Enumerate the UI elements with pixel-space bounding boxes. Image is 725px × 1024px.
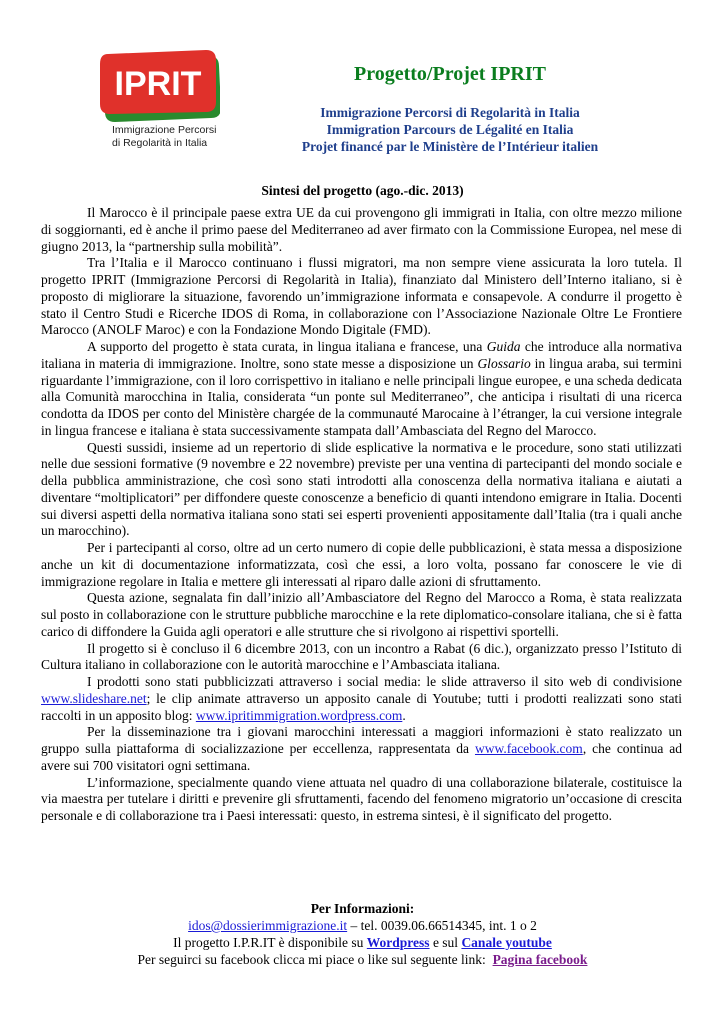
document-body <box>41 205 682 825</box>
iprit-logo-badge <box>98 48 220 122</box>
guida-term: Guida <box>486 339 521 354</box>
paragraph-3 <box>41 339 682 440</box>
phone-text: – tel. 0039.06.66514345, int. 1 o 2 <box>347 918 537 933</box>
paragraph-7: Il progetto si è concluso il 6 dicembre 2013, con un incontro a Rabat (6 dic.), organizzato presso l’Istituto di Cultura italiano in collaborazione con le autorità marocchine e l’Ambasciata italiana. <box>41 640 682 673</box>
subtitle-funding: Projet financé par le Ministère de l’Intérieur italien <box>301 139 599 154</box>
subtitle-italian: Immigrazione Percorsi di Regolarità in Italia <box>320 105 580 120</box>
logo-caption-line2: di Regolarità in Italia <box>112 137 208 149</box>
section-title: Sintesi del progetto (ago.-dic. 2013) <box>261 183 464 198</box>
iprit-logo <box>98 48 223 160</box>
paragraph-4: Questi sussidi, insieme ad un repertorio di slide esplicative la normativa e le procedure, sono stati utilizzati nelle due sessioni formative (9 novembre e 22 novembre) previste per una ventina di partecipanti del mondo sociale e della pubblica amministrazione, che così sono stati introdotti alla conoscenza della normativa italiana e aiutati a diventare “moltiplicatori” per diffondere queste conoscenze a beneficio di quanti intendono emigrare in Italia. Docenti sui diversi aspetti della normativa italiana sono stati sei esperti provenienti appositamente dall’Italia (tra i quali anche un marocchino). <box>41 439 682 539</box>
logo-caption <box>112 124 222 150</box>
slideshare-link[interactable]: www.slideshare.net <box>41 690 147 706</box>
footer-facebook-line <box>0 951 725 968</box>
paragraph-10: L’informazione, specialmente quando viene attuata nel quadro di una collaborazione bilaterale, costituisce la via maestra per tutelare i diritti e prevenire gli sfruttamenti, facendo del fenomeno migratorio un’occasione di crescita personale e di collaborazione tra i Paesi interessati: questo, in estrema sintesi, è il significato del progetto. <box>41 774 682 823</box>
availability-text-a: Il progetto I.P.R.IT è disponibile su <box>173 935 367 950</box>
paragraph-3-text-c: in lingua araba, sui termini riguardante l’immigrazione, con il loro corrispettivo in italiano e nelle principali lingue europee, e una scheda dedicata alla Comunità marocchina in Italia, considerata “un ponte sul Mediterraneo”, che anticipa i risultati di una ricerca condotta da IDOS per conto del Ministère chargée de la communauté Marocaine à l’étranger, la cui versione integrale in lingua francese e italiana è stata successivamente stampata dall’Ambasciata del Regno del Marocco. <box>41 355 683 438</box>
paragraph-8-text-b: ; le clip animate attraverso un apposito canale di Youtube; tutti i prodotti realizzati sono stati raccolti in un apposito blog: <box>41 690 682 723</box>
wordpress-blog-link[interactable]: www.ipritimmigration.wordpress.com <box>195 707 403 723</box>
paragraph-8 <box>41 674 682 724</box>
paragraph-5: Per i partecipanti al corso, oltre ad un certo numero di copie delle pubblicazioni, è stata messa a disposizione anche un kit di documentazione informatizzata, così che essi, a loro volta, possano far conoscere le vie di immigrazione regolare in Italia e mettere gli interessati al riparo dalle azioni di sfruttamento. <box>41 540 682 589</box>
logo-caption-line1: Immigrazione Percorsi <box>112 124 217 136</box>
footer-contact-line <box>0 917 725 934</box>
paragraph-6: Questa azione, segnalata fin dall’inizio all’Ambasciatore del Regno del Marocco a Roma, è stata realizzata sul posto in collaborazione con le strutture pubbliche marocchine e la rete diplomatico-consolare italiana, che si è fatta carico di diffondere la Guida agli operatori e alle strutture che si rivolgono ai rispettivi sportelli. <box>41 590 682 639</box>
wordpress-link[interactable]: Wordpress <box>366 935 430 950</box>
glossario-term: Glossario <box>477 355 531 371</box>
facebook-page-link[interactable]: Pagina facebook <box>492 952 588 967</box>
paragraph-3-text-b: che introduce alla normativa italiana in materia di immigrazione. Inoltre, sono state messe a disposizione un <box>41 339 682 371</box>
paragraph-8-text-c: . <box>402 707 406 723</box>
facebook-link[interactable]: www.facebook.com <box>474 741 583 756</box>
contact-footer <box>0 900 725 968</box>
footer-availability-line <box>0 934 725 951</box>
paragraph-8-text-a: I prodotti sono stati pubblicizzati attraverso i social media: le slide attraverso il sito web di condivisione <box>87 674 682 689</box>
paragraph-1: Il Marocco è il principale paese extra UE da cui provengono gli immigrati in Italia, con oltre mezzo milione di soggiornanti, ed è anche il primo paese del Mediterraneo ad aver firmato con la Commissione Europea, nel mese di giugno 2013, la “partnership sulla mobilità”. <box>41 205 682 254</box>
logo-text: IPRIT <box>114 65 202 103</box>
paragraph-2: Tra l’Italia e il Marocco continuano i flussi migratori, ma non sempre viene assicurata la loro tutela. Il progetto IPRIT (Immigrazione Percorsi di Regolarità in Italia), finanziato dal Ministero dell’Interno italiano, si è proposto di migliorare la situazione, favorendo un’immigrazione informata e consapevole. A condurre il progetto è stato il Centro Studi e Ricerche IDOS di Roma, in collaborazione con l’Associazione Nazionale Oltre Le Frontiere Marocco (ANOLF Maroc) e con la Fondazione Mondo Digitale (FMD). <box>41 255 682 338</box>
email-link[interactable]: idos@dossierimmigrazione.it <box>188 918 348 933</box>
youtube-channel-link[interactable]: Canale youtube <box>461 935 552 950</box>
subtitle-french: Immigration Parcours de Légalité en Italia <box>326 122 574 137</box>
facebook-prompt-text: Per seguirci su facebook clicca mi piace o like sul seguente link: <box>137 952 493 967</box>
footer-title: Per Informazioni: <box>310 901 415 916</box>
paragraph-9 <box>41 724 682 774</box>
document-header <box>250 63 650 155</box>
paragraph-9-text-a: Per la disseminazione tra i giovani marocchini interessati a maggiori informazioni è stato realizzato un gruppo sulla piattaforma di socializzazione per eccellenza, rappresentata da <box>41 724 682 756</box>
paragraph-9-text-b: , che continua ad avere sui 700 visitatori ogni settimana. <box>41 741 682 773</box>
availability-text-b: e sul <box>429 935 462 950</box>
document-title: Progetto/Projet IPRIT <box>354 63 546 85</box>
paragraph-3-text-a: A supporto del progetto è stata curata, in lingua italiana e francese, una <box>87 339 487 354</box>
